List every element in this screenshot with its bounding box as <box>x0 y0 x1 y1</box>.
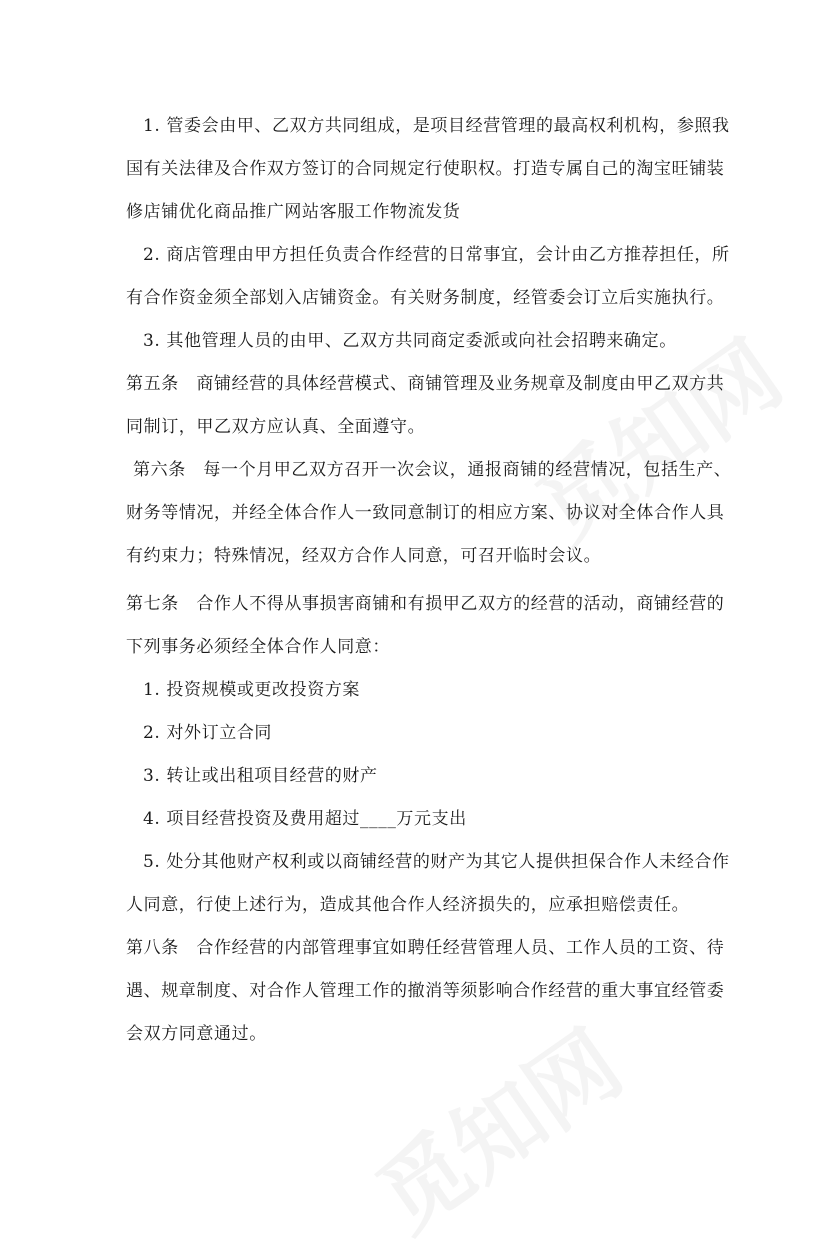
paragraph-line: 财务等情况，并经全体合作人一致同意制订的相应方案、协议对全体合作人具 <box>126 503 725 523</box>
paragraph-line: 1. 管委会由甲、乙双方共同组成，是项目经营管理的最高权利机构，参照我 <box>143 116 730 136</box>
paragraph-line: 会双方同意通过。 <box>126 1024 267 1044</box>
paragraph-line: 2. 商店管理由甲方担任负责合作经营的日常事宜，会计由乙方推荐担任，所 <box>143 245 730 265</box>
list-item: 5. 处分其他财产权利或以商铺经营的财产为其它人提供担保合作人未经合作 <box>143 852 730 872</box>
list-item: 3. 转让或出租项目经营的财产 <box>143 766 378 786</box>
paragraph-line: 同制订，甲乙双方应认真、全面遵守。 <box>126 417 426 437</box>
paragraph-line: 第五条 商铺经营的具体经营模式、商铺管理及业务规章及制度由甲乙双方共 <box>126 374 725 394</box>
paragraph-line: 第七条 合作人不得从事损害商铺和有损甲乙双方的经营的活动，商铺经营的 <box>126 594 725 614</box>
list-item: 4. 项目经营投资及费用超过____万元支出 <box>143 809 467 829</box>
list-item: 2. 对外订立合同 <box>143 723 273 743</box>
paragraph-line: 3. 其他管理人员的由甲、乙双方共同商定委派或向社会招聘来确定。 <box>143 331 677 351</box>
paragraph-line: 第六条 每一个月甲乙双方召开一次会议，通报商铺的经营情况，包括生产、 <box>133 460 732 480</box>
paragraph-line: 下列事务必须经全体合作人同意： <box>126 637 390 657</box>
paragraph-line: 国有关法律及合作双方签订的合同规定行使职权。打造专属自己的淘宝旺铺装 <box>126 159 725 179</box>
list-item: 1. 投资规模或更改投资方案 <box>143 680 361 700</box>
paragraph-line: 第八条 合作经营的内部管理事宜如聘任经营管理人员、工作人员的工资、待 <box>126 938 725 958</box>
paragraph-line: 遇、规章制度、对合作人管理工作的撤消等须影响合作经营的重大事宜经管委 <box>126 981 725 1001</box>
paragraph-line: 有合作资金须全部划入店铺资金。有关财务制度，经管委会订立后实施执行。 <box>126 288 725 308</box>
paragraph-line: 修店铺优化商品推广网站客服工作物流发货 <box>126 202 461 222</box>
paragraph-line: 有约束力；特殊情况，经双方合作人同意，可召开临时会议。 <box>126 546 602 566</box>
paragraph-line: 人同意，行使上述行为，造成其他合作人经济损失的，应承担赔偿责任。 <box>126 895 690 915</box>
watermark <box>347 994 643 1255</box>
